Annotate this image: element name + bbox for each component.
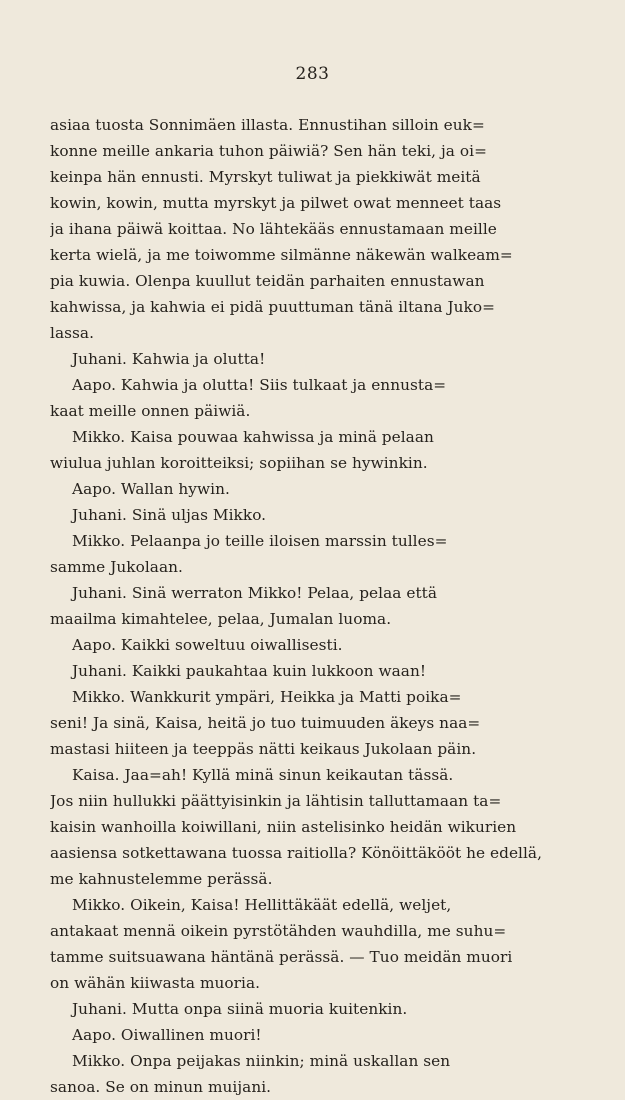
text-line: asiaa tuosta Sonnimäen illasta. Ennustihan silloin euk= (50, 116, 485, 134)
text-line: Juhani. Kaikki paukahtaa kuin lukkoon waan! (72, 662, 427, 680)
text-line: aasiensa sotkettawana tuossa raitiolla? Könöittäkööt he edellä, (50, 844, 543, 862)
text-line: keinpa hän ennusti. Myrskyt tuliwat ja piekkiwät meitä (50, 168, 481, 186)
text-line: Kaisa. Jaa=ah! Kyllä minä sinun keikautan tässä. (72, 766, 454, 784)
text-line: antakaat mennä oikein pyrstötähden wauhdilla, me suhu= (50, 922, 507, 940)
text-line: on wähän kiiwasta muoria. (50, 974, 261, 992)
text-line: Mikko. Kaisa pouwaa kahwissa ja minä pelaan (72, 428, 434, 446)
text-line: lassa. (50, 324, 94, 342)
text-line: kaat meille onnen päiwiä. (50, 402, 251, 420)
text-line: Aapo. Kaikki soweltuu oiwallisesti. (72, 636, 343, 654)
text-line: sanoa. Se on minun muijani. (50, 1078, 272, 1096)
text-line: kowin, kowin, mutta myrskyt ja pilwet owat menneet taas (50, 194, 502, 212)
text-line: mastasi hiiteen ja teeppäs nätti keikaus Jukolaan päin. (50, 740, 477, 758)
text-line: kaisin wanhoilla koiwillani, niin astelisinko heidän wikurien (50, 818, 517, 836)
text-line: Aapo. Oiwallinen muori! (72, 1026, 262, 1044)
text-line: Mikko. Oikein, Kaisa! Hellittäkäät edellä, weljet, (72, 896, 452, 914)
text-line: Aapo. Kahwia ja olutta! Siis tulkaat ja ennusta= (72, 376, 447, 394)
text-line: Mikko. Wankkurit ympäri, Heikka ja Matti poika= (72, 688, 462, 706)
text-line: Juhani. Kahwia ja olutta! (72, 350, 266, 368)
page-number: 283 (295, 64, 330, 84)
text-line: Mikko. Onpa peijakas niinkin; minä uskallan sen (72, 1052, 451, 1070)
text-line: pia kuwia. Olenpa kuullut teidän parhaiten ennustawan (50, 272, 485, 290)
text-line: Mikko. Pelaanpa jo teille iloisen marssin tulles= (72, 532, 448, 550)
text-line: Aapo. Wallan hywin. (72, 480, 230, 498)
text-line: tamme suitsuawana häntänä perässä. — Tuo meidän muori (50, 948, 513, 966)
text-line: wiulua juhlan koroitteiksi; sopiihan se hywinkin. (50, 454, 428, 472)
body-text (50, 112, 565, 1100)
text-line: kerta wielä, ja me toiwomme silmänne näkewän walkeam= (50, 246, 513, 264)
text-line: me kahnustelemme perässä. (50, 870, 273, 888)
text-line: samme Jukolaan. (50, 558, 183, 576)
text-line: maailma kimahtelee, pelaa, Jumalan luoma. (50, 610, 392, 628)
text-line: Juhani. Sinä werraton Mikko! Pelaa, pelaa että (72, 584, 438, 602)
text-line: ja ihana päiwä koittaa. No lähtekääs ennustamaan meille (50, 220, 497, 238)
text-line: kahwissa, ja kahwia ei pidä puuttuman tänä iltana Juko= (50, 298, 495, 316)
text-line: seni! Ja sinä, Kaisa, heitä jo tuo tuimuuden äkeys naa= (50, 714, 481, 732)
text-line: konne meille ankaria tuhon päiwiä? Sen hän teki, ja oi= (50, 142, 487, 160)
text-line: Juhani. Mutta onpa siinä muoria kuitenkin. (72, 1000, 408, 1018)
text-line: Juhani. Sinä uljas Mikko. (72, 506, 267, 524)
text-line: Jos niin hullukki päättyisinkin ja lähtisin talluttamaan ta= (50, 792, 502, 810)
